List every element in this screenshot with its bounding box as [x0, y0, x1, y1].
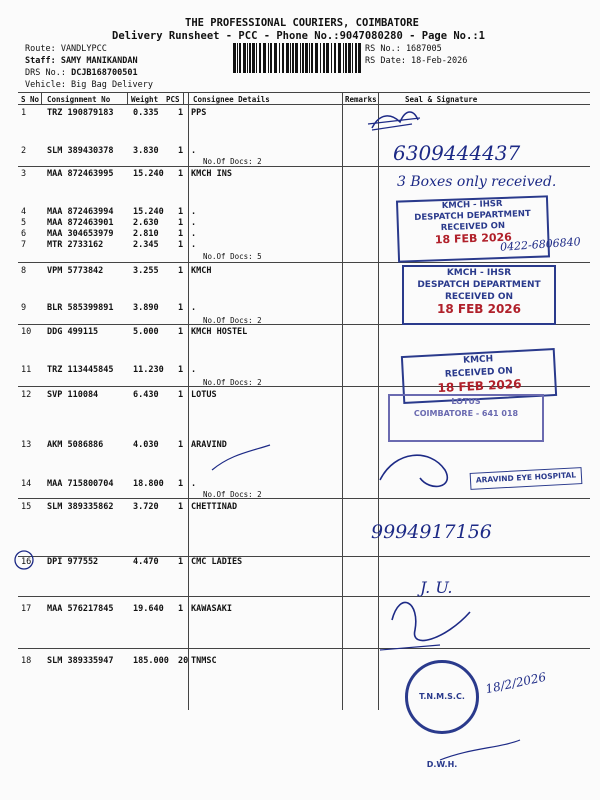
row-weight: 0.335	[133, 108, 159, 118]
row-sno: 15	[21, 502, 32, 512]
row-weight: 15.240	[133, 207, 164, 217]
row-weight: 5.000	[133, 327, 159, 337]
row-consignee: LOTUS	[191, 390, 217, 400]
stamp-kmch-3: KMCH RECEIVED ON 18 FEB 2026	[401, 348, 557, 404]
row-pcs: 1	[178, 365, 184, 375]
row-docs-count: No.Of Docs: 2	[203, 490, 262, 499]
row-sno: 14	[21, 479, 32, 489]
row-pcs: 1	[178, 390, 184, 400]
row-weight: 4.470	[133, 557, 159, 567]
row-consignment-no: TRZ 190879183	[47, 108, 114, 118]
row-weight: 15.240	[133, 169, 164, 179]
row-sno: 7	[21, 240, 27, 250]
company-title: THE PROFESSIONAL COURIERS, COIMBATORE	[185, 17, 419, 29]
row-weight: 4.030	[133, 440, 159, 450]
row-weight: 3.890	[133, 303, 159, 313]
row-consignment-no: DDG 499115	[47, 327, 99, 337]
row-consignment-no: MAA 872463995	[47, 169, 114, 179]
row-sno: 9	[21, 303, 27, 313]
row-sno: 16	[21, 557, 32, 567]
drs-label: DRS No.:	[25, 68, 66, 78]
row-docs-count: No.Of Docs: 2	[203, 378, 262, 387]
row-consignee: CHETTINAD	[191, 502, 238, 512]
row-pcs: 1	[178, 108, 184, 118]
row-consignee: PPS	[191, 108, 207, 118]
row-consignee: ARAVIND	[191, 440, 227, 450]
col-sno: S No	[21, 95, 40, 104]
col-remarks: Remarks	[345, 95, 377, 104]
row-consignment-no: BLR 585399891	[47, 303, 114, 313]
row-consignee: KAWASAKI	[191, 604, 232, 614]
rs-date: RS Date: 18-Feb-2026	[365, 56, 468, 66]
handwritten-date: 18/2/2026	[484, 669, 548, 697]
row-weight: 18.800	[133, 479, 164, 489]
row-consignee: .	[191, 229, 197, 239]
drs-value: DCJB168700501	[71, 68, 138, 78]
handwritten-phone-1: 6309444437	[393, 141, 521, 165]
row-sno: 3	[21, 169, 27, 179]
row-consignee: .	[191, 146, 197, 156]
handwritten-phone-2: 0422-6806840	[499, 235, 582, 254]
row-pcs: 1	[178, 440, 184, 450]
col-seal: Seal & Signature	[405, 95, 478, 104]
row-consignment-no: MTR 2733162	[47, 240, 104, 250]
row-weight: 3.255	[133, 266, 159, 276]
stamp-kmch-2: KMCH - IHSR DESPATCH DEPARTMENT RECEIVED ON 18 FEB 2026	[402, 265, 556, 325]
row-sno: 13	[21, 440, 32, 450]
row-weight: 19.640	[133, 604, 164, 614]
col-weight: Weight	[131, 95, 159, 104]
row-consignment-no: MAA 872463994	[47, 207, 114, 217]
row-consignment-no: SVP 110084	[47, 390, 99, 400]
row-docs-count: No.Of Docs: 5	[203, 252, 262, 261]
row-sno: 12	[21, 390, 32, 400]
row-sno: 18	[21, 656, 32, 666]
row-pcs: 20	[178, 656, 189, 666]
row-pcs: 1	[178, 604, 184, 614]
row-sno: 4	[21, 207, 27, 217]
col-consignee: Consignee Details	[193, 95, 270, 104]
row-consignment-no: SLM 389430378	[47, 146, 114, 156]
row-sno: 11	[21, 365, 32, 375]
rs-no: RS No.: 1687005	[365, 44, 442, 54]
row-weight: 2.810	[133, 229, 159, 239]
handwritten-note-boxes: 3 Boxes only received.	[397, 174, 557, 190]
row-pcs: 1	[178, 207, 184, 217]
row-weight: 11.230	[133, 365, 164, 375]
row-consignee: .	[191, 240, 197, 250]
row-docs-count: No.Of Docs: 2	[203, 316, 262, 325]
row-pcs: 1	[178, 169, 184, 179]
row-consignment-no: TRZ 113445845	[47, 365, 114, 375]
row-pcs: 1	[178, 229, 184, 239]
stamp-aravind: ARAVIND EYE HOSPITAL	[470, 467, 583, 490]
stamp-kmch-1: KMCH - IHSR DESPATCH DEPARTMENT RECEIVED ON 18 FEB 2026	[396, 195, 550, 262]
row-consignment-no: MAA 304653979	[47, 229, 114, 239]
row-consignee: .	[191, 218, 197, 228]
row-weight: 2.630	[133, 218, 159, 228]
row-pcs: 1	[178, 303, 184, 313]
row-consignment-no: DPI 977552	[47, 557, 99, 567]
handwritten-initials: J. U.	[420, 578, 453, 597]
row-consignment-no: VPM 5773842	[47, 266, 104, 276]
row-pcs: 1	[178, 218, 184, 228]
row-consignment-no: SLM 389335862	[47, 502, 114, 512]
row-consignee: .	[191, 365, 197, 375]
row-weight: 6.430	[133, 390, 159, 400]
row-consignee: KMCH	[191, 266, 212, 276]
staff: Staff: SAMY MANIKANDAN	[25, 56, 138, 66]
row-sno: 2	[21, 146, 27, 156]
stamp-lotus: LOTUS COIMBATORE - 641 018	[388, 394, 544, 442]
row-pcs: 1	[178, 479, 184, 489]
row-sno: 6	[21, 229, 27, 239]
row-consignee: KMCH HOSTEL	[191, 327, 248, 337]
row-sno: 10	[21, 327, 32, 337]
route: Route: VANDLYPCC	[25, 44, 107, 54]
row-consignment-no: SLM 389335947	[47, 656, 114, 666]
row-consignment-no: MAA 576217845	[47, 604, 114, 614]
row-sno: 5	[21, 218, 27, 228]
row-pcs: 1	[178, 557, 184, 567]
row-consignee: .	[191, 303, 197, 313]
row-sno: 17	[21, 604, 32, 614]
row-pcs: 1	[178, 146, 184, 156]
row-weight: 3.720	[133, 502, 159, 512]
col-pcs: PCS	[166, 95, 180, 104]
row-consignee: .	[191, 207, 197, 217]
row-sno: 1	[21, 108, 27, 118]
row-pcs: 1	[178, 327, 184, 337]
row-consignee: KMCH INS	[191, 169, 232, 179]
row-consignment-no: AKM 5086886	[47, 440, 104, 450]
row-consignee: TNMSC	[191, 656, 217, 666]
row-consignee: .	[191, 479, 197, 489]
row-weight: 3.830	[133, 146, 159, 156]
row-pcs: 1	[178, 266, 184, 276]
vehicle: Vehicle: Big Bag Delivery	[25, 80, 153, 90]
row-pcs: 1	[178, 240, 184, 250]
col-consignment: Consignment No	[47, 95, 111, 104]
row-sno: 8	[21, 266, 27, 276]
row-weight: 185.000	[133, 656, 169, 666]
row-pcs: 1	[178, 502, 184, 512]
row-docs-count: No.Of Docs: 2	[203, 157, 262, 166]
row-consignment-no: MAA 872463901	[47, 218, 114, 228]
row-consignee: CMC LADIES	[191, 557, 243, 567]
row-weight: 2.345	[133, 240, 159, 250]
row-consignment-no: MAA 715800704	[47, 479, 114, 489]
handwritten-phone-3: 9994917156	[371, 521, 492, 543]
runsheet-subtitle: Delivery Runsheet - PCC - Phone No.:9047080280 - Page No.:1	[112, 30, 485, 42]
seal-tnmsc: T.N.M.S.C. D.W.H.	[405, 660, 479, 734]
